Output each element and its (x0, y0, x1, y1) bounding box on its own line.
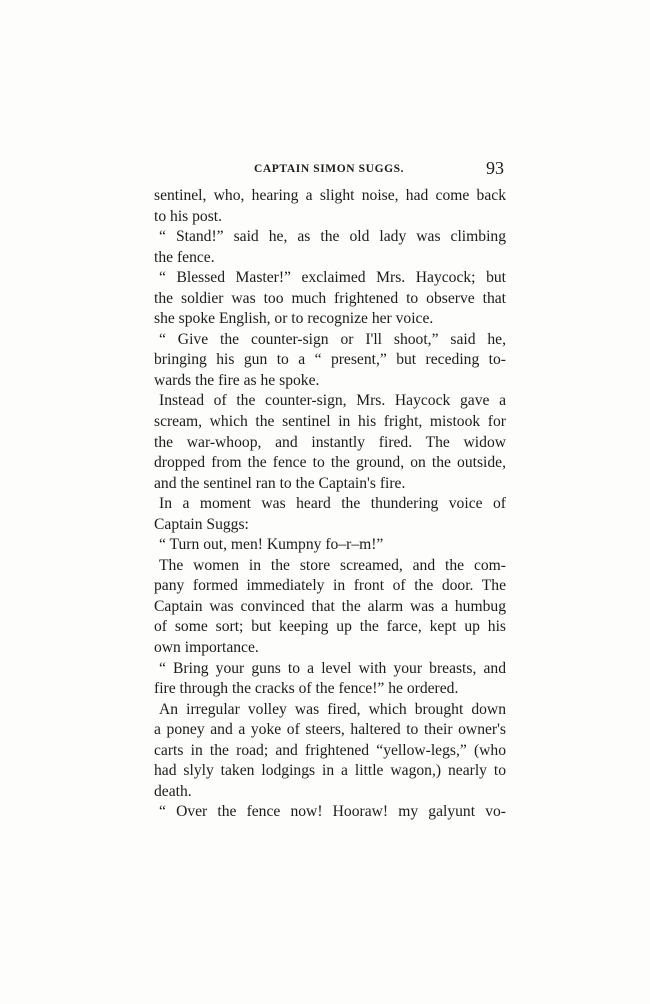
text-line: “ Stand!” said he, as the old lady was climbing (159, 228, 506, 246)
running-title: CAPTAIN SIMON SUGGS. (254, 163, 405, 175)
text-line: “ Give the counter-sign or I'll shoot,” said he, (159, 330, 506, 348)
text-line: bringing his gun to a “ present,” but receding to- (154, 351, 506, 369)
text-line: death. (154, 782, 192, 800)
text-line: wards the fire as he spoke. (154, 371, 320, 389)
text-line: An irregular volley was fired, which brought down (159, 700, 506, 718)
text-line: dropped from the fence to the ground, on the outside, (154, 454, 506, 472)
text-line: the soldier was too much frightened to observe that (154, 289, 506, 307)
text-line: she spoke English, or to recognize her voice. (154, 310, 434, 328)
text-line: a poney and a yoke of steers, haltered to their owner's (154, 721, 506, 739)
text-line: had slyly taken lodgings in a little wagon,) nearly to (154, 762, 506, 780)
text-line: to his post. (154, 207, 223, 225)
running-head (154, 158, 506, 182)
page-number: 93 (486, 158, 504, 178)
text-line: Instead of the counter-sign, Mrs. Haycock gave a (159, 392, 506, 410)
text-line: of some sort; but keeping up the farce, kept up his (154, 618, 506, 636)
text-line: scream, which the sentinel in his fright, mistook for (154, 413, 506, 431)
body-text (154, 186, 506, 823)
text-line: The women in the store screamed, and the com- (159, 556, 506, 574)
text-line: “ Bring your guns to a level with your breasts, and (159, 659, 506, 677)
text-line: fire through the cracks of the fence!” he ordered. (154, 680, 459, 698)
text-line: “ Blessed Master!” exclaimed Mrs. Haycock; but (159, 269, 506, 287)
text-line: In a moment was heard the thundering voice of (159, 495, 506, 513)
text-line: Captain Suggs: (154, 515, 249, 533)
text-line: the war-whoop, and instantly fired. The widow (154, 433, 506, 451)
text-line: the fence. (154, 248, 215, 266)
text-line: “ Turn out, men! Kumpny fo–r–m!” (159, 536, 384, 554)
text-line: own importance. (154, 639, 259, 657)
text-line: sentinel, who, hearing a slight noise, had come back (154, 187, 506, 204)
text-line: pany formed immediately in front of the door. The (154, 577, 506, 595)
text-line: Captain was convinced that the alarm was a humbug (154, 597, 506, 615)
text-line: “ Over the fence now! Hooraw! my galyunt vo- (159, 803, 506, 821)
text-line: carts in the road; and frightened “yellow-legs,” (who (154, 741, 506, 759)
text-line: and the sentinel ran to the Captain's fire. (154, 474, 406, 492)
